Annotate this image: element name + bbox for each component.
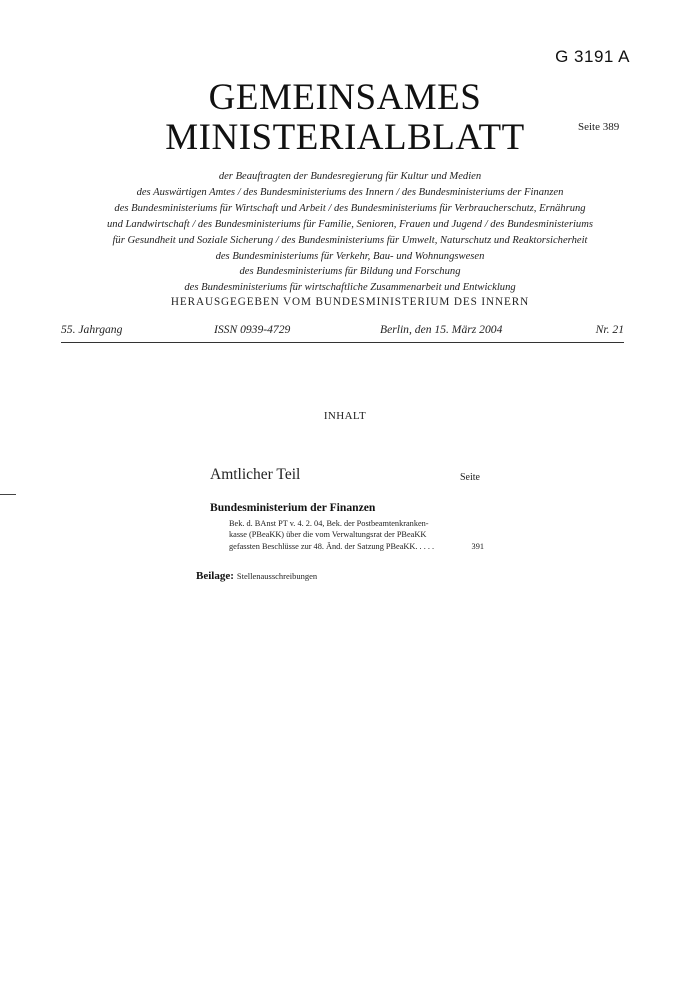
authority-line: des Bundesministeriums für wirtschaftliche Zusammenarbeit und Entwicklung [184,282,516,294]
authority-line: für Gesundheit und Soziale Sicherung / des Bundesministeriums für Umwelt, Naturschutz und Reaktorsicherheit [112,234,588,246]
masthead-title-line-2: MINISTERIALBLATT [165,117,525,158]
page-column-label: Seite [460,472,480,483]
entry-last-line [229,541,484,552]
issn-label: ISSN 0939-4729 [214,323,291,336]
entry-line: Bek. d. BAnst PT v. 4. 2. 04, Bek. der Postbeamtenkranken- [229,519,429,528]
issuing-authorities [60,169,640,296]
masthead-title-line-1: GEMEINSAMES [208,77,482,118]
authority-line: und Landwirtschaft / des Bundesministeriums für Familie, Senioren, Frauen und Jugend / des Bundesministeriums [106,218,593,230]
section-title: Amtlicher Teil [210,466,301,483]
contents-entry [229,518,484,552]
entry-line: gefassten Beschlüsse zur 48. Änd. der Satzung PBeaKK. . . . . [229,541,435,551]
contents-heading: INHALT [323,410,367,422]
entry-page-number: 391 [471,541,484,551]
authority-line: des Auswärtigen Amtes / des Bundesministeriums des Innern / des Bundesministeriums der Finanzen [136,186,564,198]
supplement-note [196,570,317,582]
entry-line: kasse (PBeaKK) über die vom Verwaltungsrat der PBeaKK [229,530,427,540]
volume-label: 55. Jahrgang [61,323,123,336]
authority-line: des Bundesministeriums für Bildung und Forschung [239,266,461,278]
supplement-text: Stellenausschreibungen [236,571,318,581]
ministry-heading: Bundesministerium der Finanzen [210,501,376,514]
issue-number-label: Nr. 21 [595,323,624,336]
publication-code: G 3191 A [555,47,630,66]
masthead-title [110,78,580,158]
supplement-label: Beilage: [196,570,234,582]
authority-line: des Bundesministeriums für Wirtschaft und Arbeit / des Bundesministeriums für Verbraucherschutz, Ernährung [114,202,586,214]
issue-info-row [61,323,624,339]
authority-line: des Bundesministeriums für Verkehr, Bau- und Wohnungswesen [215,250,485,262]
margin-fold-mark [0,494,16,495]
place-date-label: Berlin, den 15. März 2004 [380,323,503,336]
authority-line: der Beauftragten der Bundesregierung für Kultur und Medien [218,171,482,182]
header-divider [61,342,624,343]
publisher-line: HERAUSGEGEBEN VOM BUNDESMINISTERIUM DES INNERN [170,296,530,308]
page-number: Seite 389 [578,121,620,133]
